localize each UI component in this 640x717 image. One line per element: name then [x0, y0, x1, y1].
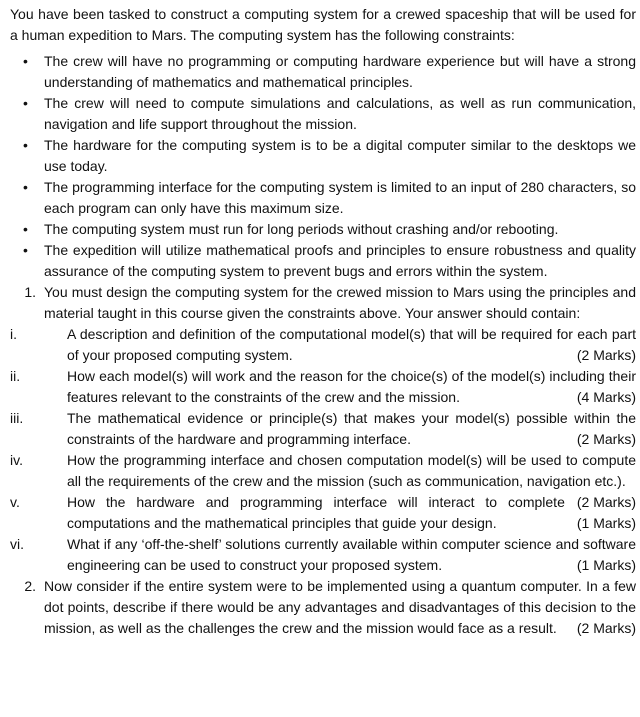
bullet-icon: • — [23, 179, 28, 195]
constraints-list — [10, 51, 636, 282]
part-marks: (4 Marks) — [576, 389, 636, 405]
question-1-parts — [10, 324, 636, 576]
part-numeral: iii. — [10, 410, 24, 426]
constraint-item — [10, 93, 636, 135]
questions-list — [10, 282, 636, 639]
part-text: What if any ‘off-the-shelf’ solutions currently available within computer science and software engineering can be used to construct your proposed system. — [67, 536, 636, 573]
question-2-marks: (2 Marks) — [576, 620, 636, 636]
part-marks: (1 Marks) — [576, 515, 636, 531]
constraint-text: The crew will need to compute simulations and calculations, as well as run communication, navigation and life support throughout the mission. — [44, 95, 636, 132]
constraint-text: The expedition will utilize mathematical proofs and principles to ensure robustness and quality assurance of the computing system to prevent bugs and errors within the system. — [44, 242, 636, 279]
part-numeral: i. — [10, 326, 17, 342]
bullet-icon: • — [23, 242, 28, 258]
constraint-item — [10, 135, 636, 177]
question-1 — [10, 282, 636, 576]
constraint-text: The hardware for the computing system is to be a digital computer similar to the desktops we use today. — [44, 137, 636, 174]
question-part — [10, 408, 636, 450]
part-text: The mathematical evidence or principle(s) that makes your model(s) possible within the constraints of the hardware and programming interface. — [67, 410, 636, 447]
part-numeral: vi. — [10, 536, 24, 552]
question-part — [10, 534, 636, 576]
question-part — [10, 492, 636, 534]
constraint-text: The programming interface for the computing system is limited to an input of 280 characters, so each program can only have this maximum size. — [44, 179, 636, 216]
constraint-item — [10, 51, 636, 93]
constraint-item — [10, 219, 636, 240]
question-part — [10, 450, 636, 510]
question-number: 1. — [24, 284, 36, 300]
part-marks: (1 Marks) — [576, 557, 636, 573]
part-marks: (2 Marks) — [576, 494, 636, 510]
question-part — [10, 366, 636, 408]
bullet-icon: • — [23, 53, 28, 69]
question-number: 2. — [24, 578, 36, 594]
bullet-icon: • — [23, 221, 28, 237]
part-numeral: iv. — [10, 452, 23, 468]
part-marks: (2 Marks) — [576, 431, 636, 447]
constraint-item — [10, 240, 636, 282]
constraint-item — [10, 177, 636, 219]
part-text: How each model(s) will work and the reason for the choice(s) of the model(s) including their features relevant to the constraints of the crew and the mission. — [67, 368, 636, 405]
question-part — [10, 324, 636, 366]
constraint-text: The crew will have no programming or computing hardware experience but will have a strong understanding of mathematics and mathematical principles. — [44, 53, 636, 90]
question-2-text — [44, 576, 636, 639]
question-2-body: Now consider if the entire system were to be implemented using a quantum computer. In a few dot points, describe if there would be any advantages and disadvantages of this decision to the mission, as well as the challenges the crew and the mission would face as a result. — [44, 578, 636, 636]
part-text: How the programming interface and chosen computation model(s) will be used to compute all the requirements of the crew and the mission (such as communication, navigation etc.). — [67, 452, 636, 489]
question-1-text: You must design the computing system for the crewed mission to Mars using the principles and material taught in this course given the constraints above. Your answer should contain: — [44, 284, 636, 321]
intro-paragraph: You have been tasked to construct a computing system for a crewed spaceship that will be used for a human expedition to Mars. The computing system has the following constraints: — [10, 6, 636, 43]
part-text: A description and definition of the computational model(s) that will be required for each part of your proposed computing system. — [67, 326, 636, 363]
bullet-icon: • — [23, 95, 28, 111]
part-numeral: ii. — [10, 368, 21, 384]
part-marks: (2 Marks) — [576, 347, 636, 363]
constraint-text: The computing system must run for long periods without crashing and/or rebooting. — [44, 221, 559, 237]
part-numeral: v. — [10, 494, 20, 510]
part-text: How the hardware and programming interface will interact to complete computations and the mathematical principles that guide your design. — [67, 494, 565, 531]
bullet-icon: • — [23, 137, 28, 153]
question-2 — [10, 576, 636, 639]
